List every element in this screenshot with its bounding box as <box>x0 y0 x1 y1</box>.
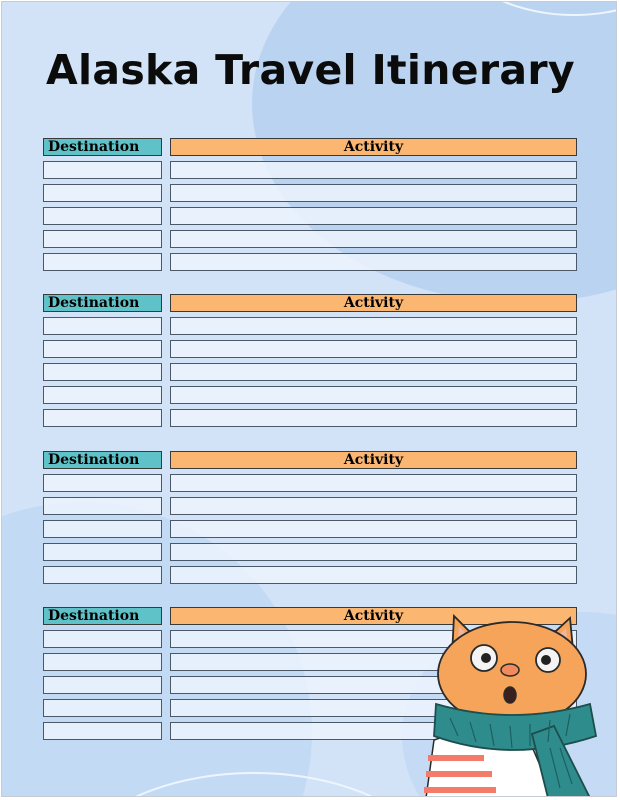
destination-header: Destination <box>43 451 162 469</box>
itinerary-page <box>2 2 616 796</box>
activity-cell[interactable] <box>170 184 577 202</box>
activity-header: Activity <box>170 138 577 156</box>
activity-cell[interactable] <box>170 409 577 427</box>
destination-header: Destination <box>43 294 162 312</box>
destination-cell[interactable] <box>43 363 162 381</box>
destination-cell[interactable] <box>43 722 162 740</box>
activity-cell[interactable] <box>170 566 577 584</box>
activity-cell[interactable] <box>170 363 577 381</box>
nose <box>501 664 519 676</box>
right-pupil <box>541 655 551 665</box>
destination-cell[interactable] <box>43 497 162 515</box>
destination-cell[interactable] <box>43 386 162 404</box>
destination-cell[interactable] <box>43 253 162 271</box>
activity-cell[interactable] <box>170 253 577 271</box>
destination-header: Destination <box>43 607 162 625</box>
page-title: Alaska Travel Itinerary <box>46 46 575 94</box>
activity-cell[interactable] <box>170 340 577 358</box>
activity-header: Activity <box>170 451 577 469</box>
destination-cell[interactable] <box>43 474 162 492</box>
activity-cell[interactable] <box>170 207 577 225</box>
destination-cell[interactable] <box>43 653 162 671</box>
destination-cell[interactable] <box>43 409 162 427</box>
activity-header: Activity <box>170 294 577 312</box>
left-pupil <box>481 653 491 663</box>
cat-in-scarf-icon <box>414 608 604 796</box>
activity-cell[interactable] <box>170 161 577 179</box>
destination-cell[interactable] <box>43 184 162 202</box>
activity-cell[interactable] <box>170 474 577 492</box>
activity-cell[interactable] <box>170 520 577 538</box>
destination-header: Destination <box>43 138 162 156</box>
destination-cell[interactable] <box>43 161 162 179</box>
destination-cell[interactable] <box>43 699 162 717</box>
activity-cell[interactable] <box>170 317 577 335</box>
activity-cell[interactable] <box>170 230 577 248</box>
mouth <box>504 687 516 703</box>
destination-cell[interactable] <box>43 566 162 584</box>
destination-cell[interactable] <box>43 543 162 561</box>
destination-cell[interactable] <box>43 317 162 335</box>
activity-cell[interactable] <box>170 497 577 515</box>
destination-cell[interactable] <box>43 207 162 225</box>
activity-cell[interactable] <box>170 386 577 404</box>
destination-cell[interactable] <box>43 676 162 694</box>
destination-cell[interactable] <box>43 520 162 538</box>
destination-cell[interactable] <box>43 340 162 358</box>
activity-header: Activity <box>170 607 577 625</box>
destination-cell[interactable] <box>43 630 162 648</box>
activity-cell[interactable] <box>170 543 577 561</box>
destination-cell[interactable] <box>43 230 162 248</box>
